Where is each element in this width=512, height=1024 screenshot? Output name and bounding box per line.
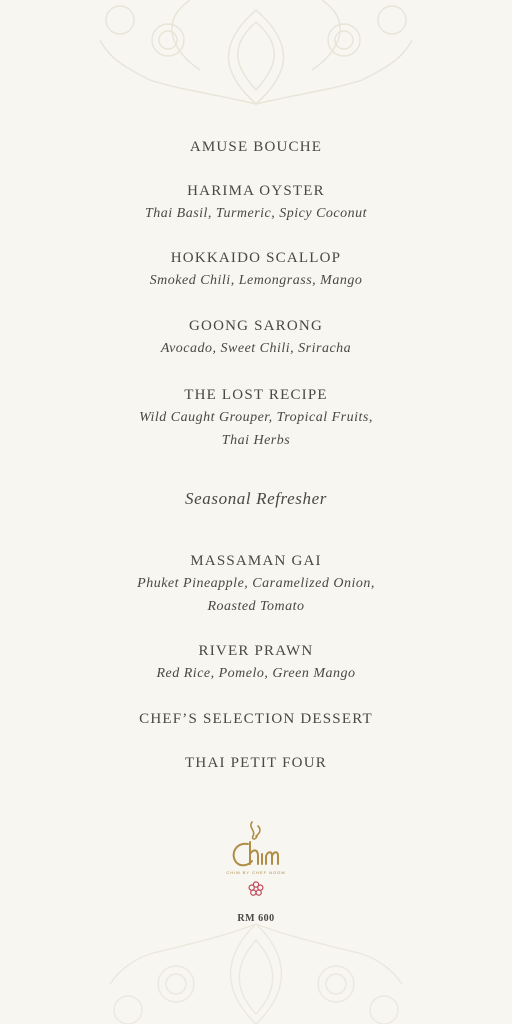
course-title: THE LOST RECIPE bbox=[184, 387, 328, 403]
course-title: CHEF’S SELECTION DESSERT bbox=[139, 711, 373, 727]
course-description bbox=[0, 406, 512, 452]
course-description-line: Red Rice, Pomelo, Green Mango bbox=[156, 666, 356, 681]
course-title: AMUSE BOUCHE bbox=[189, 139, 323, 155]
course-title: HARIMA OYSTER bbox=[187, 183, 325, 199]
course-title: GOONG SARONG bbox=[189, 318, 323, 334]
course-description-line: Avocado, Sweet Chili, Sriracha bbox=[160, 341, 352, 356]
course-river-prawn bbox=[0, 640, 512, 685]
logo-tagline: CHIM BY CHEF NOOM bbox=[226, 870, 286, 875]
menu-price: RM 600 bbox=[237, 913, 275, 924]
course-description-line: Thai Herbs bbox=[221, 433, 291, 448]
course-description-line: Thai Basil, Turmeric, Spicy Coconut bbox=[144, 206, 368, 221]
course-description-line: Phuket Pineapple, Caramelized Onion, bbox=[137, 576, 375, 591]
course-title: THAI PETIT FOUR bbox=[185, 755, 327, 771]
course-goong-sarong bbox=[0, 315, 512, 360]
course-massaman-gai bbox=[0, 550, 512, 618]
chim-wordmark bbox=[234, 842, 278, 865]
course-description bbox=[0, 202, 512, 225]
course-chefs-selection-dessert bbox=[0, 708, 512, 730]
michelin-flower-icon bbox=[247, 880, 265, 898]
course-title: HOKKAIDO SCALLOP bbox=[170, 250, 342, 266]
course-description bbox=[0, 337, 512, 360]
course-title: MASSAMAN GAI bbox=[190, 553, 322, 569]
course-thai-petit-four bbox=[0, 752, 512, 774]
course-hokkaido-scallop bbox=[0, 247, 512, 292]
flame-swirl-icon bbox=[251, 822, 260, 839]
top-lotus-ornament bbox=[0, 0, 512, 120]
course-description-line: Smoked Chili, Lemongrass, Mango bbox=[149, 273, 363, 288]
course-description bbox=[0, 269, 512, 292]
course-harima-oyster bbox=[0, 180, 512, 225]
course-description bbox=[0, 572, 512, 618]
course-amuse-bouche bbox=[0, 136, 512, 158]
course-description bbox=[0, 662, 512, 685]
interlude-seasonal-refresher: Seasonal Refresher bbox=[185, 489, 327, 508]
course-description-line: Roasted Tomato bbox=[207, 599, 305, 614]
bottom-lotus-ornament bbox=[0, 914, 512, 1024]
restaurant-logo bbox=[226, 818, 286, 878]
course-title: RIVER PRAWN bbox=[198, 643, 314, 659]
course-description-line: Wild Caught Grouper, Tropical Fruits, bbox=[139, 410, 373, 425]
course-the-lost-recipe bbox=[0, 384, 512, 452]
